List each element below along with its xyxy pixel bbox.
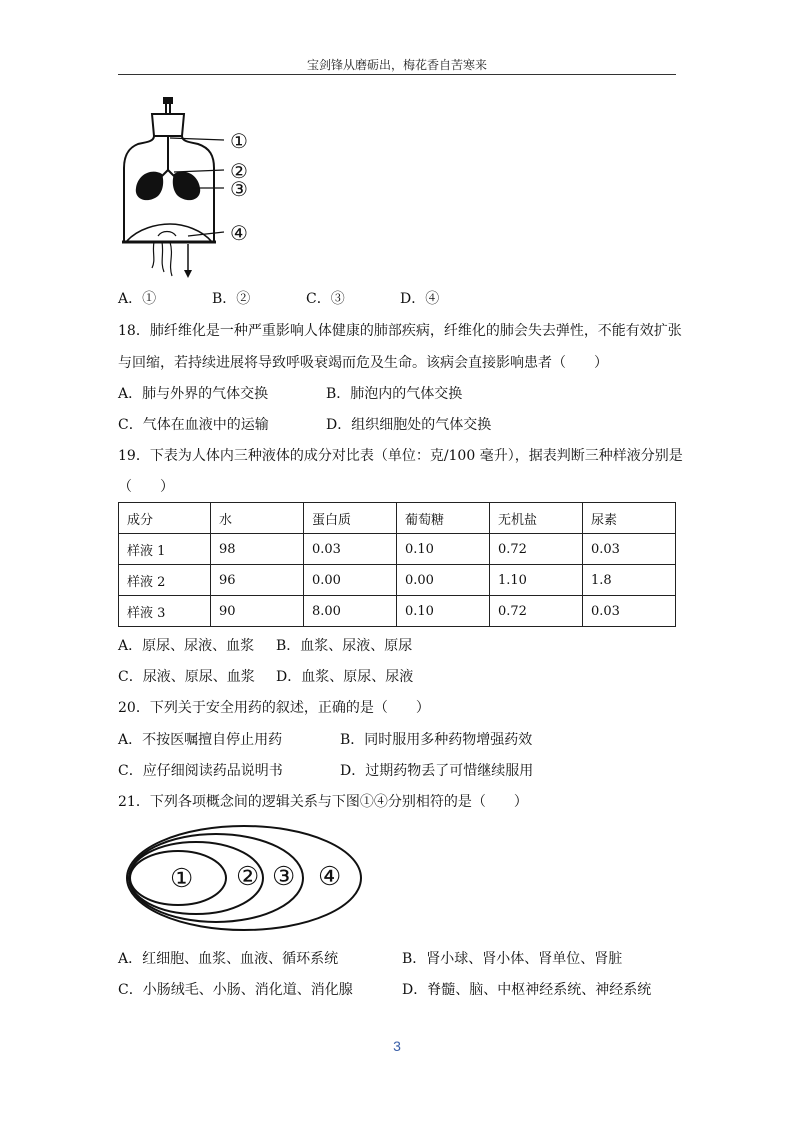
q18-stem-line1: 18．肺纤维化是一种严重影响人体健康的肺部疾病，纤维化的肺会失去弹性，不能有效扩张 [118,323,682,339]
table-row [119,596,676,627]
q19-stem-line1: 19．下表为人体内三种液体的成分对比表（单位：克/100 毫升），据表判断三种样液分别是 [118,448,683,464]
q18-option-a: A．肺与外界的气体交换 [118,386,269,402]
table-cell: 0.00 [304,565,397,596]
diagram-label-1: ① [230,129,248,153]
q17-option-a: A．① [118,291,157,307]
table-cell: 0.03 [583,534,676,565]
table-cell: 样液 3 [119,596,211,627]
table-cell: 0.03 [583,596,676,627]
q19-stem-line2: （ ） [118,479,174,495]
q19-option-b: B．血浆、尿液、原尿 [276,638,413,654]
diagram-label-3: ③ [230,177,248,201]
q20-option-c: C．应仔细阅读药品说明书 [118,763,283,779]
table-header-cell: 成分 [119,503,211,534]
table-header-row [119,503,676,534]
table-header-cell: 葡萄糖 [397,503,490,534]
table-cell: 90 [211,596,304,627]
q17-option-c: C．③ [306,291,345,307]
q21-option-a: A．红细胞、血浆、血液、循环系统 [118,951,339,967]
q21-stem: 21．下列各项概念间的逻辑关系与下图①④分别相符的是（ ） [118,794,528,810]
table-cell: 样液 1 [119,534,211,565]
q19-option-d: D．血浆、原尿、尿液 [276,669,414,685]
table-cell: 0.72 [490,534,583,565]
table-cell: 1.8 [583,565,676,596]
table-cell: 样液 2 [119,565,211,596]
ellipse-label-4: ④ [318,862,342,892]
q18-option-d: D．组织细胞处的气体交换 [326,417,492,433]
table-row [119,565,676,596]
composition-table [118,502,676,627]
ellipse-label-3: ③ [272,862,296,892]
q21-option-b: B．肾小球、肾小体、肾单位、肾脏 [402,951,623,967]
ellipse-label-2: ② [236,862,260,892]
table-header-cell: 蛋白质 [304,503,397,534]
q18-option-c: C．气体在血液中的运输 [118,417,269,433]
table-cell: 0.00 [397,565,490,596]
ellipse-label-1: ① [170,864,194,894]
q18-option-b: B．肺泡内的气体交换 [326,386,463,402]
diagram-label-4: ④ [230,221,248,245]
header-divider [118,74,676,75]
table-header-cell: 无机盐 [490,503,583,534]
q17-option-b: B．② [212,291,251,307]
q17-option-d: D．④ [400,291,440,307]
diagram-label-2: ② [230,159,248,183]
q20-option-d: D．过期药物丢了可惜继续服用 [340,763,534,779]
table-cell: 96 [211,565,304,596]
table-row [119,534,676,565]
page-number: 3 [393,1038,401,1054]
q21-option-c: C．小肠绒毛、小肠、消化道、消化腺 [118,982,353,998]
q18-stem-line2: 与回缩，若持续进展将导致呼吸衰竭而危及生命。该病会直接影响患者（ ） [118,355,608,371]
page-header: 宝剑锋从磨砺出，梅花香自苦寒来 [306,58,487,72]
table-cell: 98 [211,534,304,565]
table-cell: 0.72 [490,596,583,627]
table-header-cell: 水 [211,503,304,534]
q19-option-a: A．原尿、尿液、血浆 [118,638,255,654]
q20-stem: 20．下列关于安全用药的叙述，正确的是（ ） [118,700,430,716]
q21-option-d: D．脊髓、脑、中枢神经系统、神经系统 [402,982,652,998]
table-cell: 0.10 [397,596,490,627]
table-cell: 8.00 [304,596,397,627]
table-cell: 0.03 [304,534,397,565]
table-header-cell: 尿素 [583,503,676,534]
table-cell: 1.10 [490,565,583,596]
q20-option-b: B．同时服用多种药物增强药效 [340,732,533,748]
q19-option-c: C．尿液、原尿、血浆 [118,669,255,685]
table-cell: 0.10 [397,534,490,565]
q20-option-a: A．不按医嘱擅自停止用药 [118,732,283,748]
